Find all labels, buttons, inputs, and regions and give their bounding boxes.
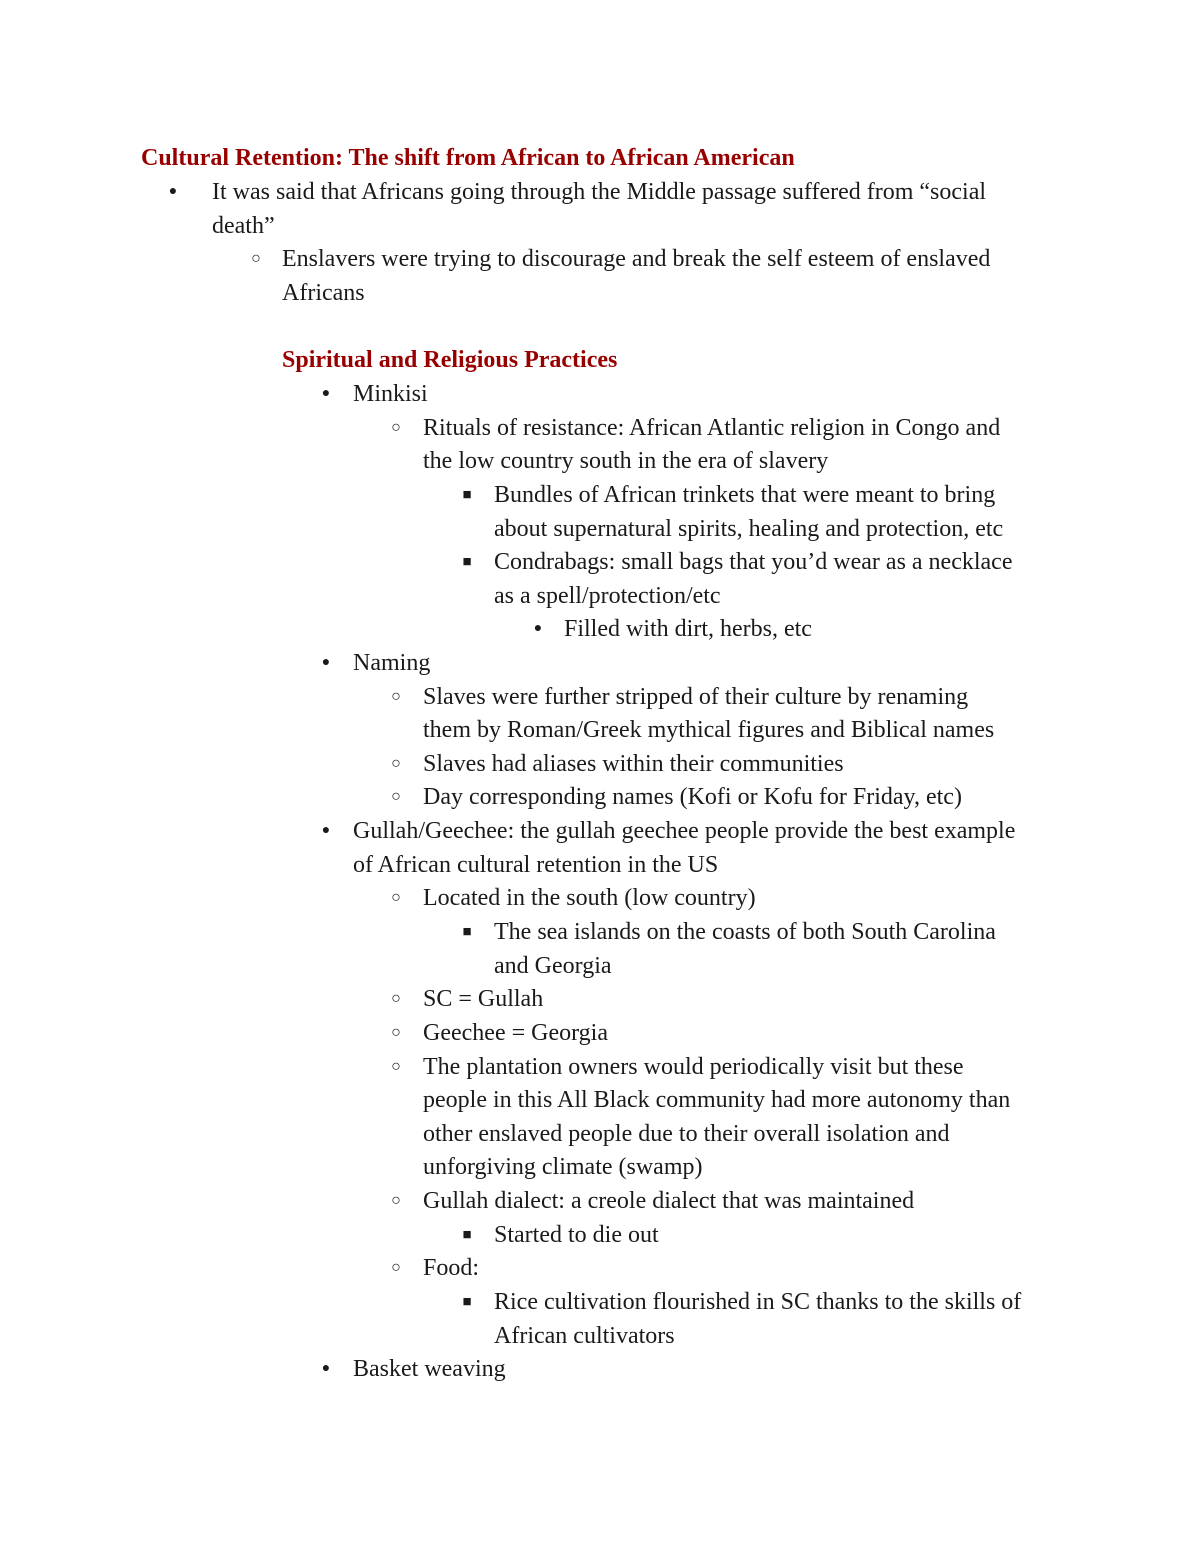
list-item-text: The sea islands on the coasts of both South Carolina	[494, 919, 996, 945]
bullet-circle: ○	[391, 990, 401, 1007]
bullet-circle: ○	[391, 1058, 401, 1075]
list-item-text: Gullah dialect: a creole dialect that was maintained	[423, 1188, 915, 1214]
bullet-circle: ○	[391, 419, 401, 436]
list-item-text: of African cultural retention in the US	[353, 852, 719, 878]
bullet-circle: ○	[391, 1259, 401, 1276]
bullet-square: ■	[462, 1294, 472, 1310]
bullet-square: ■	[462, 554, 472, 570]
list-item-text: Day corresponding names (Kofi or Kofu for Friday, etc)	[423, 784, 962, 810]
list-item-text: The plantation owners would periodically visit but these	[423, 1054, 964, 1080]
list-item-text: Filled with dirt, herbs, etc	[564, 616, 812, 642]
list-item-text: Started to die out	[494, 1222, 659, 1248]
list-item-text: people in this All Black community had more autonomy than	[423, 1087, 1011, 1113]
list-item-text: about supernatural spirits, healing and protection, etc	[494, 516, 1004, 542]
bullet-disc: ●	[168, 184, 178, 199]
list-item-text: Condrabags: small bags that you’d wear as a necklace	[494, 549, 1013, 575]
list-item-text: Geechee = Georgia	[423, 1020, 608, 1046]
list-item-text: It was said that Africans going through the Middle passage suffered from “social	[212, 179, 987, 205]
bullet-square: ■	[462, 487, 472, 503]
list-item-text: Bundles of African trinkets that were meant to bring	[494, 482, 996, 508]
bullet-disc: ●	[321, 386, 331, 401]
list-item-text: Food:	[423, 1255, 480, 1281]
list-item-text: Basket weaving	[353, 1356, 506, 1382]
document-title: Cultural Retention: The shift from African to African American	[141, 145, 795, 171]
bullet-circle: ○	[391, 788, 401, 805]
bullet-disc: ●	[533, 621, 543, 636]
bullet-circle: ○	[251, 250, 261, 267]
list-item-text: them by Roman/Greek mythical figures and Biblical names	[423, 717, 995, 743]
bullet-circle: ○	[391, 1192, 401, 1209]
list-item-text: the low country south in the era of slavery	[423, 448, 829, 474]
list-item-text: Enslavers were trying to discourage and break the self esteem of enslaved	[282, 246, 991, 272]
list-item-text: and Georgia	[494, 953, 612, 979]
bullet-disc: ●	[321, 1361, 331, 1376]
list-item-text: as a spell/protection/etc	[494, 583, 721, 609]
list-item-text: other enslaved people due to their overall isolation and	[423, 1121, 950, 1147]
list-item-text: Slaves had aliases within their communities	[423, 751, 844, 777]
list-item-text: Rice cultivation flourished in SC thanks to the skills of	[494, 1289, 1022, 1315]
bullet-circle: ○	[391, 889, 401, 906]
bullet-square: ■	[462, 924, 472, 940]
list-item-text: Located in the south (low country)	[423, 885, 756, 911]
list-item-text: Gullah/Geechee: the gullah geechee people provide the best example	[353, 818, 1016, 844]
bullet-circle: ○	[391, 1024, 401, 1041]
bullet-circle: ○	[391, 755, 401, 772]
list-item-text: Africans	[282, 280, 365, 306]
list-item-text: Minkisi	[353, 381, 428, 407]
list-item-text: SC = Gullah	[423, 986, 544, 1012]
list-item-text: unforgiving climate (swamp)	[423, 1154, 703, 1180]
section-heading: Spiritual and Religious Practices	[282, 347, 618, 373]
list-item-text: death”	[212, 213, 275, 239]
list-item-text: Rituals of resistance: African Atlantic religion in Congo and	[423, 415, 1001, 441]
list-item-text: African cultivators	[494, 1323, 675, 1349]
bullet-circle: ○	[391, 688, 401, 705]
list-item-text: Naming	[353, 650, 431, 676]
bullet-disc: ●	[321, 655, 331, 670]
list-item-text: Slaves were further stripped of their culture by renaming	[423, 684, 969, 710]
bullet-square: ■	[462, 1227, 472, 1243]
bullet-disc: ●	[321, 823, 331, 838]
